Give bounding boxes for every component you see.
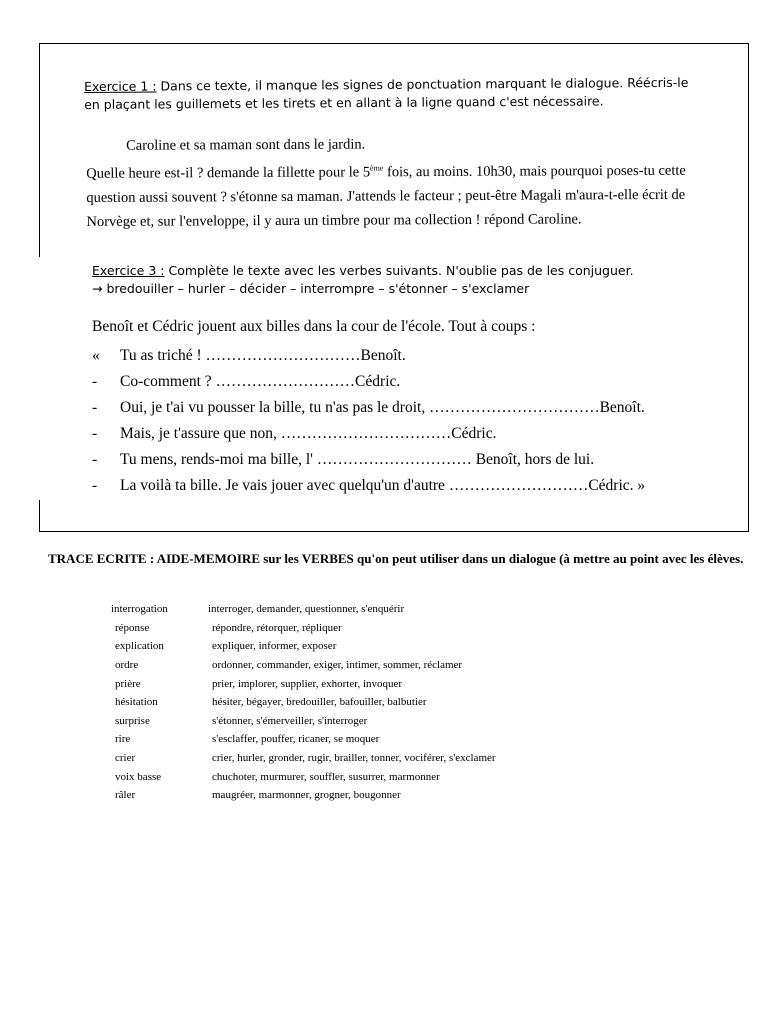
dialogue-text: La voilà ta bille. Je vais jouer avec quelqu'un d'autre ………………………Cédric. » [120, 477, 646, 494]
exercise3-verb-list: → bredouiller – hurler – décider – interrompre – s'étonner – s'exclamer [92, 281, 530, 296]
verb-category: rire [115, 733, 131, 746]
exercise3-dialogue [92, 343, 712, 499]
verb-list: maugréer, marmonner, grogner, bougonner [212, 789, 401, 802]
verb-list: chuchoter, murmurer, souffler, susurrer, marmonner [212, 770, 440, 783]
dialogue-line [92, 421, 712, 447]
exercise1-title: Exercice 1 : [84, 78, 157, 94]
dialogue-mark: - [92, 425, 98, 442]
verb-list: prier, implorer, supplier, exhorter, invoquer [212, 677, 403, 690]
verb-category: hésitation [115, 696, 158, 709]
verb-row [111, 600, 496, 619]
dialogue-line [92, 473, 712, 499]
dialogue-mark: « [92, 347, 100, 364]
verb-list: répondre, rétorquer, répliquer [212, 621, 342, 634]
exercise3-intro: Benoît et Cédric jouent aux billes dans la cour de l'école. Tout à coups : [92, 318, 536, 335]
verb-row [111, 786, 496, 805]
verb-list: expliquer, informer, exposer [212, 640, 337, 653]
verb-category: râler [115, 789, 136, 802]
verb-list: crier, hurler, gronder, rugir, brailler, tonner, vociférer, s'exclamer [212, 752, 496, 765]
verb-row [111, 619, 496, 638]
verb-row [111, 712, 496, 731]
exercise1-para1: Caroline et sa maman sont dans le jardin. [126, 136, 366, 154]
dialogue-text: Oui, je t'ai vu pousser la bille, tu n'as pas le droit, ……………………………Benoît. [120, 399, 645, 416]
dialogue-line [92, 343, 712, 369]
verb-list: s'esclaffer, pouffer, ricaner, se moquer [212, 733, 380, 746]
exercise1-para2 [86, 155, 696, 234]
exercise3-instruction-text: Complète le texte avec les verbes suivants. N'oublie pas de les conjuguer. [164, 263, 634, 278]
dialogue-text: Co-comment ? ………………………Cédric. [120, 373, 401, 390]
verb-category: explication [115, 640, 164, 653]
dialogue-text: Tu mens, rends-moi ma bille, l' ………………………… Benoît, hors de lui. [120, 451, 595, 468]
verb-category: surprise [115, 714, 150, 727]
exercise3-title: Exercice 3 : [92, 263, 165, 278]
verb-category: prière [115, 677, 141, 690]
verb-row [111, 730, 496, 749]
superscript: ème [370, 163, 384, 173]
verb-row [111, 693, 496, 712]
verb-list: interroger, demander, questionner, s'enquérir [208, 603, 405, 616]
exercise1-instruction [84, 74, 704, 114]
dialogue-mark: - [92, 399, 98, 416]
verb-category: interrogation [111, 603, 168, 616]
verb-category: ordre [115, 659, 139, 672]
dialogue-text: Mais, je t'assure que non, ……………………………Cédric. [120, 425, 497, 442]
dialogue-line [92, 369, 712, 395]
dialogue-mark: - [92, 451, 98, 468]
verb-list: hésiter, bégayer, bredouiller, bafouiller, balbutier [212, 696, 427, 709]
dialogue-mark: - [92, 477, 98, 494]
exercise1-text [86, 131, 697, 234]
verb-list: s'étonner, s'émerveiller, s'interroger [212, 714, 368, 727]
verb-category: réponse [115, 621, 150, 634]
dialogue-line [92, 395, 712, 421]
dialogue-line [92, 447, 712, 473]
verb-row [111, 749, 496, 768]
exercise3-instruction [92, 262, 712, 298]
exercise1-para2-start: Quelle heure est-il ? demande la fillette pour le 5 [86, 164, 371, 182]
exercise1-instruction-text: Dans ce texte, il manque les signes de ponctuation marquant le dialogue. Réécris-le en plaçant les guillemets et les tirets et en allant à la ligne quand c'est nécessaire. [84, 74, 689, 112]
verb-category: voix basse [115, 770, 162, 783]
trace-title: TRACE ECRITE : AIDE-MEMOIRE sur les VERBES qu'on peut utiliser dans un dialogue (à mettre au point avec les élèves. [48, 551, 744, 566]
exercise1-para2-end: fois, au moins. 10h30, mais pourquoi poses-tu cette question aussi souvent ? s'étonne sa maman. J'attends le facteur ; peut-être Magali m'aura-t-elle écrit de Norvège et, sur l'enveloppe, il y aura un timbre pour ma collection ! répond Caroline. [86, 162, 686, 230]
verb-table [111, 600, 496, 805]
verb-category: crier [115, 752, 136, 765]
dialogue-mark: - [92, 373, 98, 390]
verb-row [111, 674, 496, 693]
verb-row [111, 767, 496, 786]
dialogue-text: Tu as triché ! …………………………Benoît. [120, 347, 406, 364]
verb-list: ordonner, commander, exiger, intimer, sommer, réclamer [212, 659, 463, 672]
verb-row [111, 656, 496, 675]
verb-row [111, 637, 496, 656]
